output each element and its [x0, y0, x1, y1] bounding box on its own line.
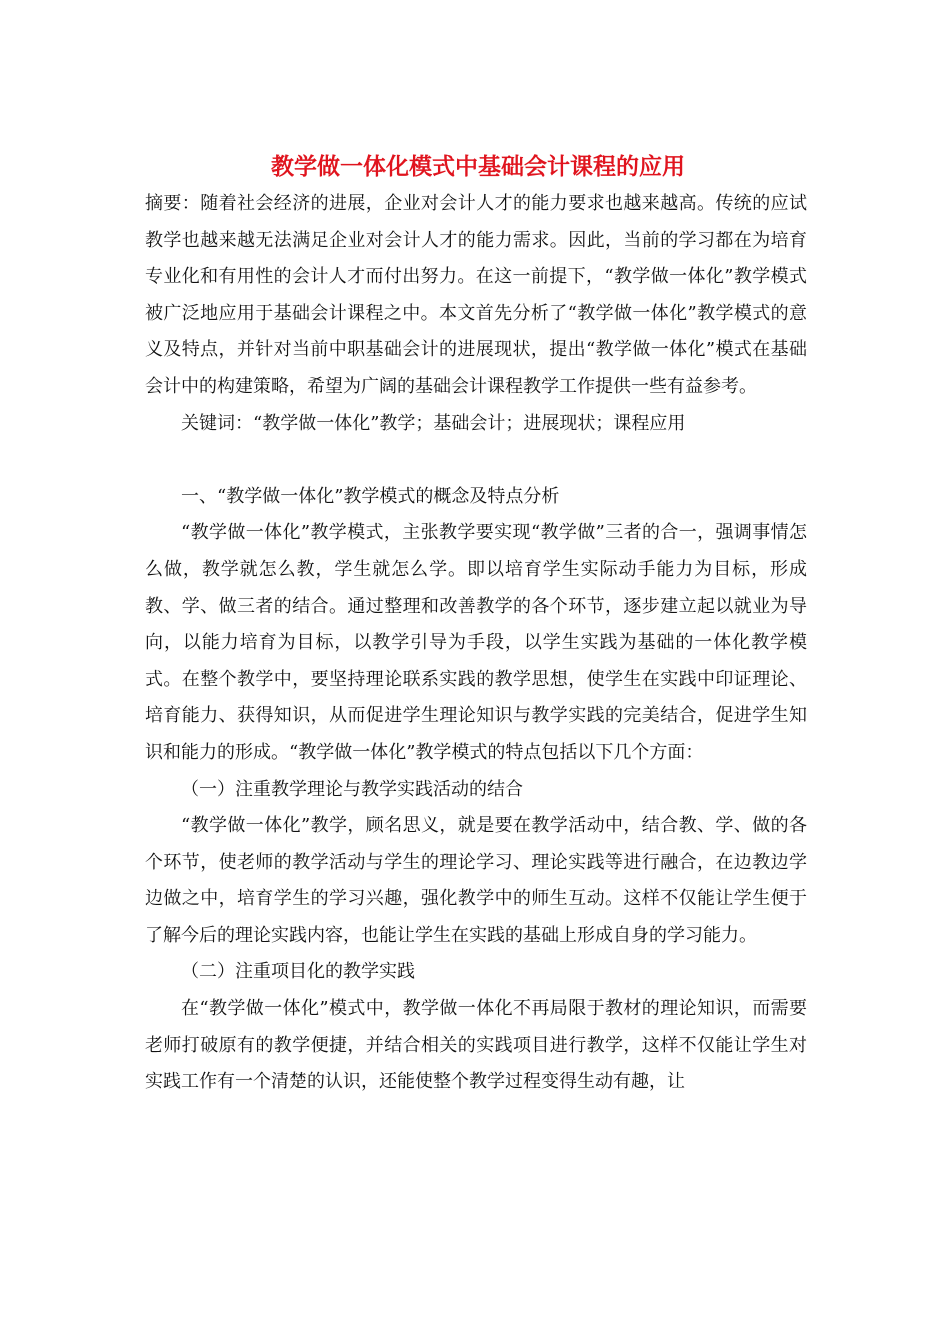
subsection-2-heading: （二）注重项目化的教学实践 [181, 961, 415, 983]
keywords-paragraph: 关键词：“教学做一体化”教学；基础会计；进展现状；课程应用 [181, 412, 686, 434]
subsection-2-body: 在“教学做一体化”模式中，教学做一体化不再局限于教材的理论知识，而需要老师打破原有的教学便捷，并结合相关的实践项目进行教学，这样不仅能让学生对实践工作有一个清楚的认识，还能使整个教学过程变得生动有趣，让 [145, 998, 807, 1093]
section-1-body: “教学做一体化”教学模式，主张教学要实现“教学做”三者的合一，强调事情怎么做，教学就怎么教，学生就怎么学。即以培育学生实际动手能力为目标，形成教、学、做三者的结合。通过整理和改善教学的各个环节，逐步建立起以就业为导向，以能力培育为目标，以教学引导为手段，以学生实践为基础的一体化教学模式。在整个教学中，要坚持理论联系实践的教学思想，使学生在实践中印证理论、培育能力、获得知识，从而促进学生理论知识与教学实践的完美结合，促进学生知识和能力的形成。“教学做一体化”教学模式的特点包括以下几个方面： [145, 522, 807, 763]
section-1-heading: 一、“教学做一体化”教学模式的概念及特点分析 [181, 485, 560, 507]
document-title: 教学做一体化模式中基础会计课程的应用 [271, 153, 685, 180]
subsection-1-body: “教学做一体化”教学，顾名思义，就是要在教学活动中，结合教、学、做的各个环节，使老师的教学活动与学生的理论学习、理论实践等进行融合，在边教边学边做之中，培育学生的学习兴趣，强化教学中的师生互动。这样不仅能让学生便于了解今后的理论实践内容，也能让学生在实践的基础上形成自身的学习能力。 [145, 815, 807, 946]
document-content [145, 150, 807, 1101]
blank-line [145, 442, 807, 479]
subsection-1-heading: （一）注重教学理论与教学实践活动的结合 [181, 778, 523, 800]
abstract-paragraph: 摘要：随着社会经济的进展，企业对会计人才的能力要求也越来越高。传统的应试教学也越来越无法满足企业对会计人才的能力需求。因此，当前的学习都在为培育专业化和有用性的会计人才而付出努力。在这一前提下，“教学做一体化”教学模式被广泛地应用于基础会计课程之中。本文首先分析了“教学做一体化”教学模式的意义及特点，并针对当前中职基础会计的进展现状，提出“教学做一体化”模式在基础会计中的构建策略，希望为广阔的基础会计课程教学工作提供一些有益参考。 [145, 193, 807, 397]
